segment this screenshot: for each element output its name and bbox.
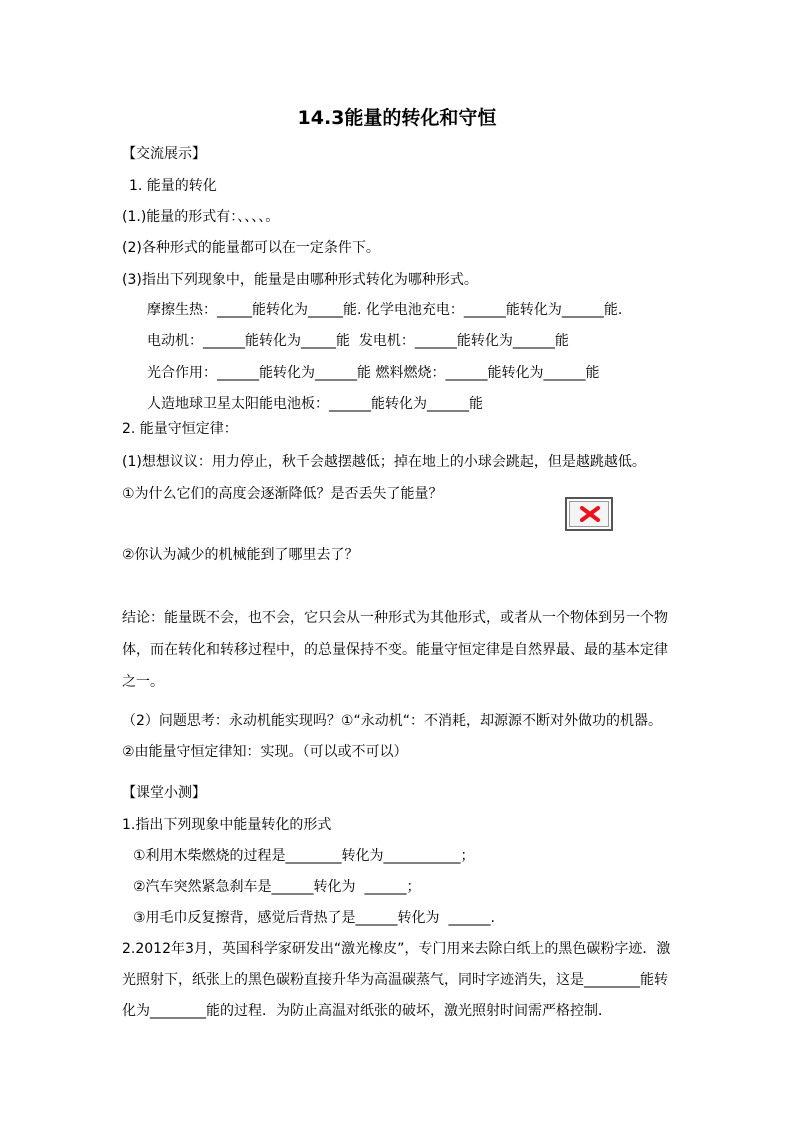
page-title: 14.3能量的转化和守恒 <box>297 107 497 129</box>
broken-image-icon <box>565 497 613 531</box>
fill-blank-line: ③用毛巾反复擦背，感觉后背热了是______转化为 ______. <box>133 910 495 926</box>
fill-blank-line: ①利用木柴燃烧的过程是________转化为___________； <box>133 848 475 864</box>
fill-blank-line: ②汽车突然紧急刹车是______转化为 ______； <box>133 879 421 895</box>
fill-blank-line: 摩擦生热：_____能转化为_____能. 化学电池充电：______能转化为______能. <box>147 302 623 318</box>
section-heading-quiz: 【课堂小测】 <box>122 785 206 801</box>
conclusion-line: 结论：能量既不会，也不会，它只会从一种形式为其他形式，或者从一个物体到另一个物 <box>122 610 668 626</box>
heading-energy-conservation: 2. 能量守恒定律： <box>122 421 238 437</box>
conclusion-line: 之一。 <box>122 674 164 690</box>
question-line: ②你认为减少的机械能到了哪里去了？ <box>122 547 359 563</box>
fill-blank-line: 电动机：______能转化为_____能 发电机：______能转化为______能 <box>147 333 569 349</box>
question-line: （2）问题思考：永动机能实现吗？①“永动机“：不消耗，却源源不断对外做功的机器。 <box>122 713 662 729</box>
quiz-question: 化为________能的过程．为防止高温对纸张的破坏，激光照射时间需严格控制． <box>122 1003 612 1019</box>
text-line: (1)想想议议：用力停止，秋千会越摆越低；掉在地上的小球会跳起，但是越跳越低。 <box>122 454 646 470</box>
text-line: (2)各种形式的能量都可以在一定条件下。 <box>122 240 380 256</box>
conclusion-line: 体，而在转化和转移过程中，的总量保持不变。能量守恒定律是自然界最、最的基本定律 <box>122 642 668 658</box>
fill-blank-line: 光合作用：______能转化为______能 燃料燃烧：______能转化为______能 <box>147 365 600 381</box>
text-line: (1.)能量的形式有：、、、、。 <box>122 209 280 225</box>
quiz-question: 光照射下，纸张上的黑色碳粉直接升华为高温碳蒸气，同时字迹消失，这是________能转 <box>122 972 668 988</box>
text-line: (3)指出下列现象中，能量是由哪种形式转化为哪种形式。 <box>122 272 478 288</box>
red-x-icon <box>580 506 600 522</box>
fill-blank-line: 人造地球卫星太阳能电池板：______能转化为______能 <box>147 396 483 412</box>
heading-energy-conversion: 1. 能量的转化 <box>129 178 217 194</box>
question-line: ①为什么它们的高度会逐渐降低？是否丢失了能量？ <box>122 486 443 502</box>
quiz-question: 1.指出下列现象中能量转化的形式 <box>122 817 332 833</box>
quiz-question: 2.2012年3月，英国科学家研发出“激光橡皮”，专门用来去除白纸上的黑色碳粉字迹．激 <box>122 941 671 957</box>
question-line: ②由能量守恒定律知：实现。（可以或不可以） <box>122 744 408 760</box>
section-heading-exchange: 【交流展示】 <box>122 146 206 162</box>
